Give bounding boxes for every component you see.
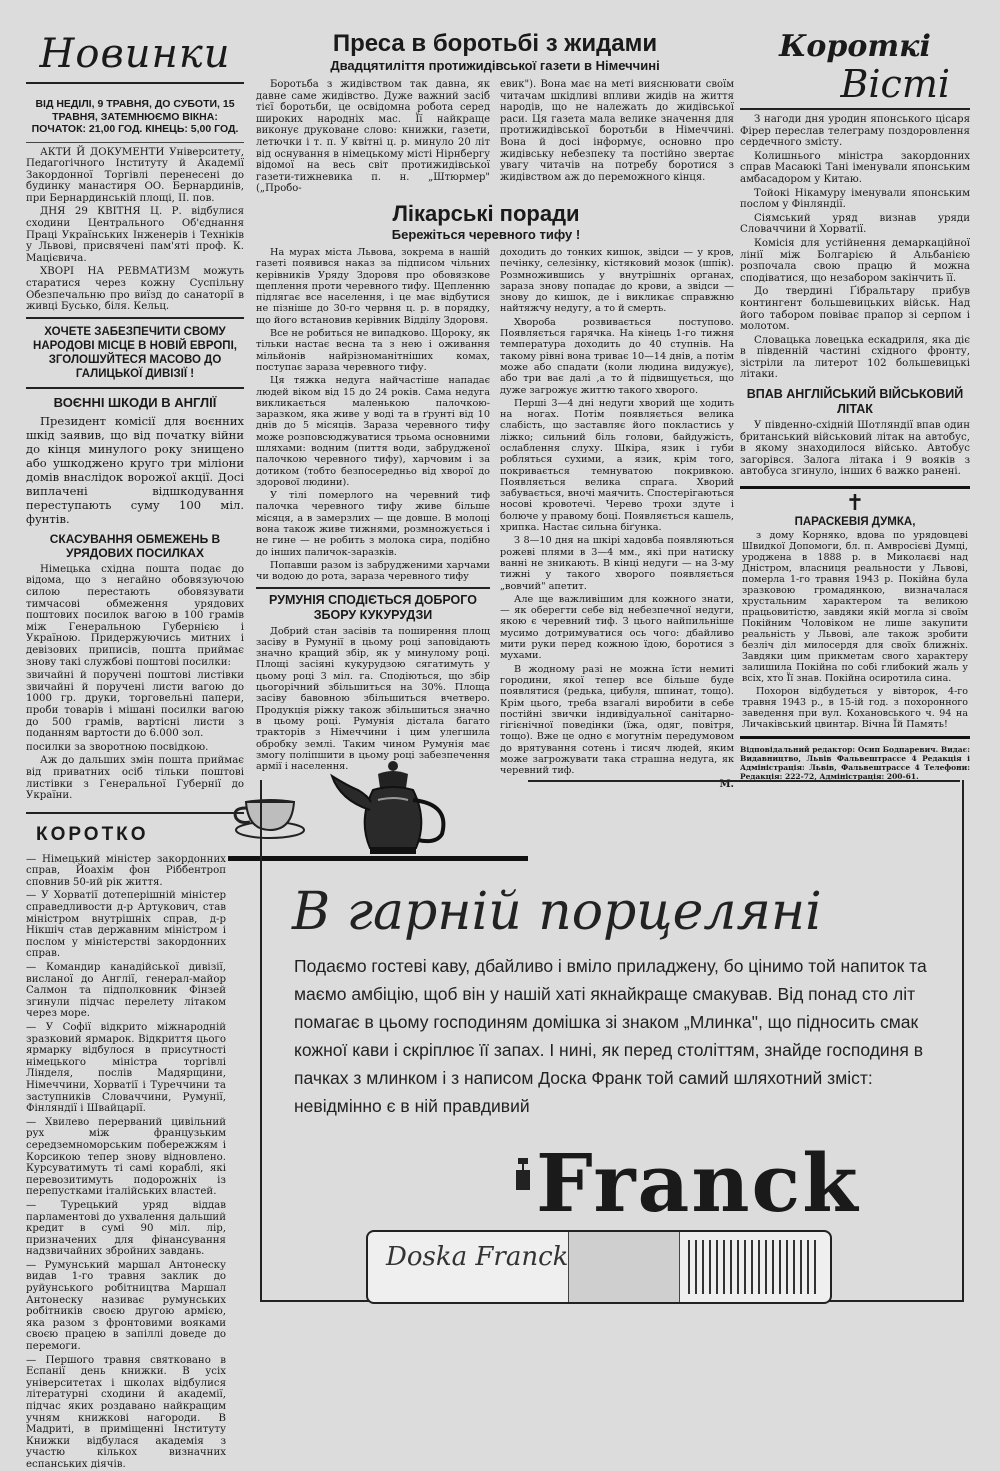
med-text-8: Перші 3—4 дні недуги хворий ще ходить на ногах. Потім появляється велика слабість, що заставляє його покластись у ліжко; сильний біль голови, байдужість, ослаблення слуху. Шкіра, язик і губи робляться сухими, а язик, крім того, покривається темнуватою покривкою. Появляється велика спрага. Хворий забувається, вночі маячить. Спостерігаються носові кровотечі. Черево трохи здуте і болюче у правому боці. Появляється кашель, хрипка. Настає сильна біґунка. — [500, 397, 734, 534]
kortki-heading-2: Вісті — [840, 62, 950, 106]
franck-advertisement — [228, 760, 968, 1315]
obituary-funeral: Похорон відбудеться у вівторок, 4-го травня 1943 р., в 15-ій год. з похоронного заведення при вул. Кохановського ч. 94 на Личаківський цвинтар. Вічна Їй Память! — [742, 686, 968, 731]
medical-heading: Лікарські поради — [392, 200, 580, 226]
ad-body: Подаємо гостеві каву, дбайливо і вміло приладжену, бо цінимо той напиток та маємо амбіцію, щоб він у нашій хаті якнайкраще смакував. Від понад сто літ помагає в цьому господиням домішка зі знаком „Млинка", що підносить смак кожної кави і скріплює її запах. І нині, як перед століттям, знайде господиня в пачках з млинком і з написом Доска Франк той самий шляхотний зміст: невідмінно є в ній правдивий — [294, 956, 927, 1116]
plane-heading: ВПАВ АНГЛІЙСЬКИЙ ВІЙСЬКОВИЙ ЛІТАК — [746, 387, 964, 417]
parcels-text-1: Німецька східна пошта подає до відома, що з негайно обовязуючою силою перестають обовязувати тимчасові обмеження урядових поштових посилок вагою в 100 грамів між Генеральною Губернією і Україною. Придержуючись митних і девізових приписів, пошта приймає знову такі службові поштові посилки: — [26, 563, 244, 668]
cross-icon: ✝ — [845, 491, 865, 517]
med-text-5: Попавши разом із забрудженими харчами чи водою до рота, зараза черевного тифу — [256, 559, 490, 583]
package-band — [568, 1232, 680, 1302]
news-item-2: ДНЯ 29 КВІТНЯ Ц. Р. відбулися сходини Центрального Об'єднання Праці Українських Інженерів і Техніків у Львові, присвячені пам'яті проф. К. Мацієвича. — [26, 206, 244, 264]
kortki-heading-1: Короткі — [779, 29, 931, 64]
med-text-10: Але ще важливішим для кожного знати, — як оберегти себе від небезпечної недуги, якою є черевний тиф. З цього найпильніше мусимо дотримуватися ось чого: дбайливо мити руки перед кожною їдою, боротися з мухами. — [500, 593, 734, 662]
press-text-2: евик"). Вона має на меті вияснювати своїм читачам шкідливі впливи жидів на життя народів, що не належать до жидівської раси. Ця газета мала велике значення для протижидівської боротьби в Німеччині. Вона й досі інформує, основно про жидівську небезпеку та постійно звертає увагу читачів на потребу боротися з жидівством аж до переможного кінця. — [500, 79, 734, 183]
brief-item-3: Тойокі Нікамуру іменували японським послом у Фінляндії. — [740, 187, 970, 211]
short-item-6: — Турецький уряд віддав парламентові до ухвалення дальший кредит в сумі 90 міл. лір, призначених для фінансування надзвичайних збройних завдань. — [26, 1199, 226, 1258]
romania-text: Добрий стан засівів та поширення площ засіву в Румунії в цьому році заповідають значно кращий збір, як у минулому році. Площі засіяні кукурудзою сягатимуть у цьому році 3 міл. га. Сподіються, що збір цьогорічний збільшиться на 30%. Площа засіву бавовною збільшиться вчетверо. Продукція ріжку також збільшиться значно в цьому році. Румунія дістала багато тракторів з Німеччини і цим улегшила обробку землі. Таким чином Румунія має змогу поліпшити в цьому році забезпечення армії і населення. — [256, 625, 490, 773]
news-item-1: АКТИ Й ДОКУМЕНТИ Університету, Педагогічного Інституту й Академії Закордонної Торгівлі перенесені до будинку манастиря ОО. Бернардинів, при Бернардинській площі, II. пов. — [26, 146, 244, 204]
romania-heading: РУМУНІЯ СПОДІЄТЬСЯ ДОБРОГО ЗБОРУ КУКУРУДЗИ — [269, 592, 477, 622]
med-text-7: Хвороба розвивається поступово. Появляється гарячка. На кінець 1-го тижня температура доходить до 40 ступнів. На такому рівні вона триває 10—14 днів, а потім може або спадати (коли людина видужує), або три ває далі ,а то й підвищується, що дуже загрожує життю такого хворого. — [500, 316, 734, 396]
war-damage-text: Президент комісії для воєнних шкід заявив, що від початку війни до кінця минулого року знищено або ушкоджено круго три міліони домів внаслідок ворожої акції. Досі виплачені відшкодування переступають суму 100 міл. фунтів. — [26, 413, 244, 526]
parcels-text-2: звичайні й поручені поштові листівки звичайні й поручені листи вагою до 1000 гр. друки, торговельні папери, проби товарів і мішані посилки вагою до 500 грамів, вартісні листи з поданням вартости до 6.000 зол. — [26, 670, 244, 740]
med-text-11: В жодному разі не можна їсти немиті городини, якої тепер все більше буде появлятися (редька, цибуля, шпинат, тощо). Крім цього, треба взагалі виробити в себе постійні звички індивідуальної санітарно-гігієнічної поведінки (їжа, одяг, повітря, тощо). Вже це одно є могутнім передумовом до врятування сотень і тисяч людей, яким може загрожувати така страшна недуга, як черевний тиф. — [500, 663, 734, 777]
ad-headline: В гарній порцеляні — [292, 882, 822, 942]
med-text-3: Ця тяжка недуга найчастіше нападає людей віком від 15 до 24 років. Сама недуга викликається маленькою палочкою-заразком, яка живе у воді та в ґрунті від 10 днів до 5 місяців. Зараза черевного тифу може розповсюджуватися трьома основними шляхами: водним (пиття води, забрудженої палочкою черевного тифу), харчовим і за дотиком (тобто безпосередньо від хворої до здорової людини). — [256, 375, 490, 488]
med-text-6: доходить до тонких кишок, звідси — у кров, печінку, селезінку, кістяковий мозок (шпік). Розмножившись у внутрішніх органах, зараза знову попадає до крови, а звідси — знову до кишок, де і викликає справжню найтяжчу недугу, а то й смерть. — [500, 246, 734, 315]
korotko-heading: КОРОТКО — [36, 823, 149, 845]
parcels-heading: СКАСУВАННЯ ОБМЕЖЕНЬ В УРЯДОВИХ ПОСИЛКАХ — [49, 531, 221, 560]
division-callout: ХОЧЕТЕ ЗАБЕЗПЕЧИТИ СВОМУ НАРОДОВІ МІСЦЕ В НОВІЙ ЕВРОПІ, ЗГОЛОШУЙТЕСЯ МАСОВО ДО ГАЛИЦЬКОЇ ДИВІЗІЇ ! — [33, 325, 237, 380]
med-text-1: На мурах міста Львова, зокрема в нашій газеті появився наказ за підписом чільних керівників Уряду Здоровя про обовязкове щеплення проти черевного тифу. Щепленню підлягає все населення, і це має відбутися не пізніше до 30-го червня ц. р. в порядку, що його встановив керівник Відділу Здоровя. — [256, 246, 490, 326]
parcels-text-3: посилки за зворотною посвідкою. — [26, 741, 209, 753]
franck-brand: Franck — [536, 1136, 860, 1230]
brief-item-5: Комісія для устійнення демаркаційної лінії між Болгарією й Альбанією розпочала свою працю й можна сподіватися, що незабором закінчить її. — [740, 237, 970, 284]
press-text-1: Боротьба з жидівством так давна, як давне саме жидівство. Дуже важний засіб тієї боротьби, це освідомна робота серед широких народніх мас. Її найкраще виконує друковане слово: книжки, газети, летючки і т. п. У квітні ц. р. минуло 20 літ від оснування в німецькому місті Нірнбергу відомої на весь світ протижидівської газети-тижневика п. н. „Штюрмер" („Пробо- — [256, 79, 490, 195]
coffee-package — [366, 1230, 832, 1304]
med-text-2: Все не робиться не випадково. Щороку, як тільки настає весна та з нею і оживання мільйонів найрізноманітніших комах, поступає зараза черевного тифу. — [256, 328, 490, 373]
brief-item-7: Словацька ловецька ескадриля, яка діє в південній частині східного фронту, зістріли ла литерот 102 большевицькі літаки. — [740, 334, 970, 381]
blackout-notice: ВІД НЕДІЛІ, 9 ТРАВНЯ, ДО СУБОТИ, 15 ТРАВНЯ, ЗАТЕМНЮЄМО ВІКНА: ПОЧАТОК: 21,00 ГОД. КІНЕЦЬ: 5,00 ГОД. — [31, 98, 239, 135]
brief-item-1: З нагоди дня уродин японського цісаря Фірер переслав телеграму поздоровлення сердечного змісту. — [740, 114, 970, 149]
plane-text: У південно-східній Шотляндії впав один британський військовий літак на автобус, в якому знаходилося військо. Автобус загорівся. Залога літака і 9 вояків з автобуса згинуло, інших 6 важко ранені. — [740, 420, 970, 478]
short-item-4: — У Софії відкрито міжнародній зразковий ярмарок. Відкриття цього ярмарку відбулося в присутності німецького міністра торгівлі Лінделя, послів Мадярщини, Німеччини, Хорватії і Туреччини та заступників Словаччини, Румунії, Фінляндії і Швайцарії. — [26, 1022, 226, 1115]
coffee-mill-icon — [516, 1158, 530, 1194]
press-subheading: Двадцятиліття протижидівської газети в Німеччині — [330, 58, 660, 73]
short-item-2: — У Хорватії дотеперішній міністер справедливости д-р Артукович, став міністром внутрішніх справ, д-р Нікшіч став державним міністром і послом у міністерстві закордонних справ. — [26, 890, 226, 960]
short-item-1: — Німецький міністер закордонних справ, Йоахім фон Ріббентроп сповнив 50-ий рік життя. — [26, 853, 226, 888]
left-column — [26, 30, 244, 1470]
press-heading: Преса в боротьбі з жидами — [332, 30, 658, 57]
ad-frame-top — [528, 780, 960, 782]
med-signature: М. — [719, 778, 734, 790]
obituary-text: з дому Корнякo, вдова по урядовцеві Швидкої Допомоги, бл. п. Амвросієві Думці, уроджена в 1888 р. в Миколаєві над Дністром, власниця реальности у Львові, померла 1-го травня 1943 р. Покійна була зразковою громадянкою, визначалася хрустальним характером та великою працьовитістю, завдяки якій могла зі своїм Покійним Чоловіком не лише закупити реальність у Львові, але також зробити безліч діл милосердя для своїх ближніх. Завдяки цим прикметам свого характеру залишила Покійна по собі глибокий жаль у всіх, хто Її знав. Покійна осиротила сина. — [742, 530, 968, 685]
short-item-8: — Першого травня святковано в Еспанії день книжки. В усіх університетах і школах відбулися літературні сходини й академії, підчас яких роздавано найкращим учням книжкові нагороди. В Мадриті, в приміщенні Інституту Книжки відбулася академія з участю кількох визначних еспанських діячів. — [26, 1354, 226, 1470]
korotko-list — [26, 854, 226, 1471]
war-damage-heading: ВОЄННІ ШКОДИ В АНГЛІЇ — [53, 394, 217, 410]
short-item-7: — Румунський маршал Антонеску видав 1-го травня заклик до руйунського робітництва Маршал Антонеску називає румунських робітників своєю другою армією, яка разом з фронтовими вояками своєю працею в запіллі доведе до перемоги. — [26, 1259, 226, 1353]
brief-item-4: Сіямський уряд визнав уряди Словаччини й Хорватії. — [740, 212, 970, 236]
right-column — [740, 29, 970, 782]
med-text-4: У тілі померлого на черевний тиф палочка черевного тифу живе більше місяця, а в замерзлих — ще довше. В молоці вона також живе тижнями, розмножується і не гине — не робить з молока сира, подібно до інших паличок-заразків. — [256, 490, 490, 558]
imprint: Відповідальний редактор: Осип Бодпаревич. Видає: Видавництво, Львів Фальвештрассе 4 Редакція і Адміністрація: Львів, Фальвештрассе 4 Телефони: Редакція: 222-72, Адміністрація: 200-61. — [740, 745, 970, 782]
short-item-5: — Хвилево перерваний цивільний рух між французьким середземноморським побережжям і Корсикою тепер знову відновлено. Курсуватимуть ті самі кораблі, які перевозитимуть подорожніх із перепустками італійських властей. — [26, 1116, 226, 1198]
obituary-box — [740, 486, 970, 739]
package-pattern — [688, 1240, 818, 1294]
news-item-3: ХВОРІ НА РЕВМАТИЗМ можуть старатися через кожну Суспільну Обезпечальню про виїзд до санаторії в живці Бусько, біля. Кельц. — [26, 266, 244, 313]
brief-item-2: Колишнього міністра закордонних справ Масаюкі Тані іменували японським амбасадором у Китаю. — [740, 150, 970, 185]
short-item-3: — Командир канадійської дивізії, висланої до Англії, генерал-майор Салмон та підполковник Фінзей згинули підчас перелету літаком через море. — [26, 962, 226, 1020]
novynky-heading: Новинки — [39, 31, 231, 77]
obituary-name: ПАРАСКЕВІЯ ДУМКА, — [794, 516, 916, 529]
med-text-9: З 8—10 дня на шкірі хадовба появляються рожеві плями в 3—4 мм., які при натиску ванні не зникають. В кінці недуги — на 3-му тижні у такого хворого появляється „вовчий" апетит. — [500, 535, 734, 592]
parcels-text-4: Аж до дальших змін пошта приймає від приватних осіб тільки поштові листівки з Генеральної Губернії до України. — [26, 755, 244, 802]
package-label: Doska Franck — [386, 1242, 569, 1272]
center-column — [256, 30, 734, 790]
brief-item-6: До твердині Ґібральтару прибув контингент большевицьких військ. Над його табором повіває прапор зі серпом і молотом. — [740, 286, 970, 333]
medical-subheading: Бережіться черевного тифу ! — [391, 226, 581, 242]
